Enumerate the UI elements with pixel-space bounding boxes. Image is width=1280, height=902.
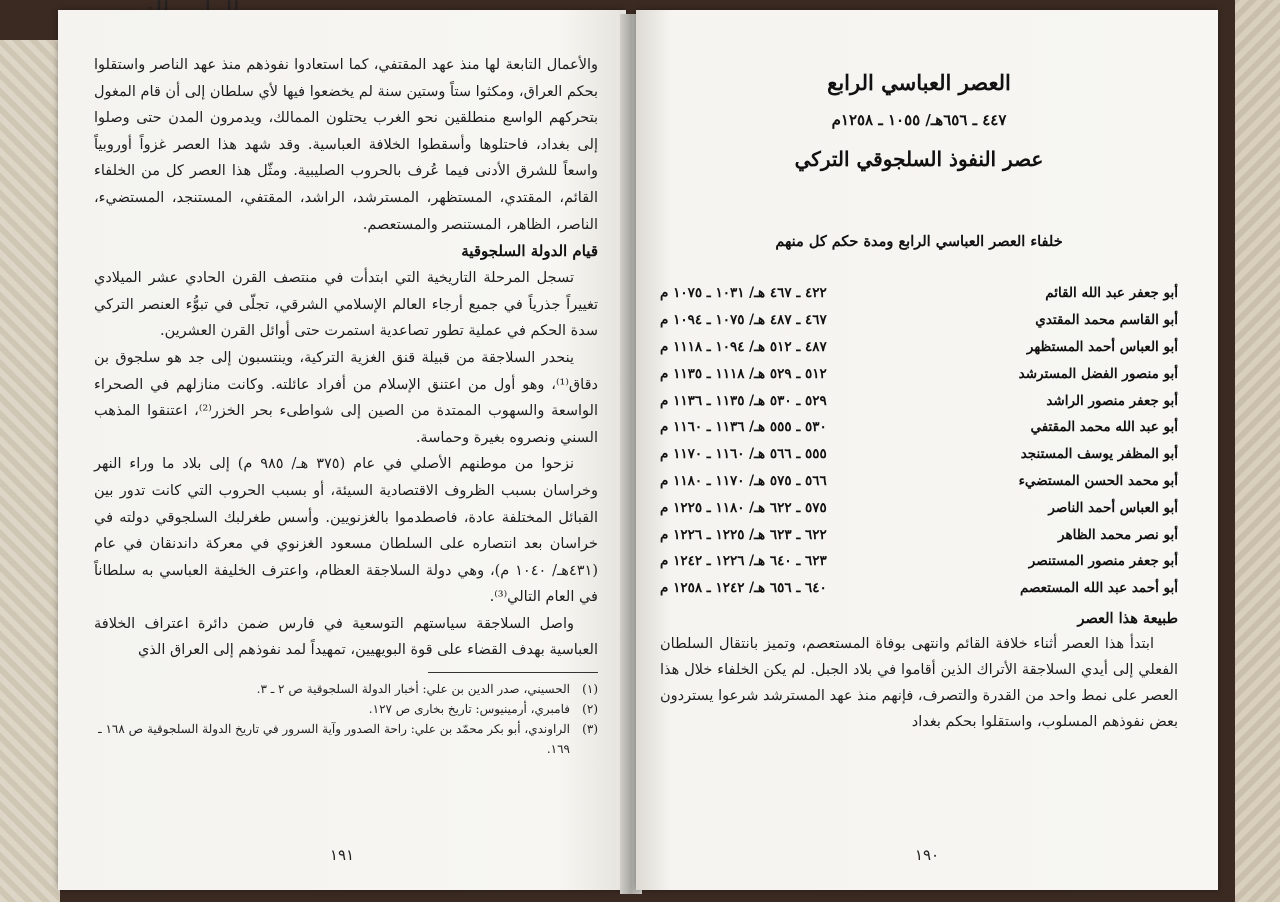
caliph-name: أبو عبد الله محمد المقتفي	[1030, 419, 1178, 436]
chapter-title: العصر العباسي الرابع	[827, 70, 1011, 95]
body-paragraph: تسجل المرحلة التاريخية التي ابتدأت في منتصف القرن الحادي عشر الميلادي تغييراً جذرياً في جميع أرجاء العالم الإسلامي الشرقي، تجلّى في تبوُّء العنصر التركي سدة الحكم في عملية تطور تصاعدية استمرت حتى أوائل القرن العشرين.	[94, 270, 598, 340]
caliph-row	[660, 548, 1178, 575]
book-edge-left	[0, 40, 60, 902]
caliph-name: أبو القاسم محمد المقتدي	[1035, 312, 1178, 329]
caliph-name: أبو جعفر منصور الراشد	[1046, 392, 1178, 409]
caliph-name: أبو المظفر يوسف المستنجد	[1020, 446, 1178, 463]
caliph-row	[660, 414, 1178, 441]
caliph-dates: ٥٥٥ ـ ٥٦٦ هـ/ ١١٦٠ ـ ١١٧٠ م	[660, 446, 827, 463]
caliph-name: أبو منصور الفضل المسترشد	[1018, 365, 1178, 382]
caliph-name: أبو محمد الحسن المستضيء	[1018, 472, 1178, 489]
right-page	[636, 10, 1218, 890]
caliph-row	[660, 441, 1178, 468]
footnotes	[94, 679, 598, 759]
caliph-row	[660, 307, 1178, 334]
footnote	[94, 719, 598, 759]
caliph-dates: ٥٣٠ ـ ٥٥٥ هـ/ ١١٣٦ ـ ١١٦٠ م	[660, 419, 827, 436]
caliph-row	[660, 387, 1178, 414]
footnote	[94, 679, 598, 699]
caliph-row	[660, 360, 1178, 387]
caliph-list	[660, 280, 1178, 602]
caliph-name: أبو العباس أحمد الناصر	[1048, 499, 1178, 516]
caliph-name: أبو جعفر عبد الله القائم	[1045, 285, 1178, 302]
caliph-row	[660, 280, 1178, 307]
left-page	[58, 10, 626, 890]
page-number: ١٩١	[329, 846, 355, 864]
caliph-name: أبو نصر محمد الظاهر	[1058, 526, 1178, 543]
left-intro	[94, 52, 598, 238]
section-heading: طبيعة هذا العصر	[1077, 609, 1178, 627]
section-subheading: قيام الدولة السلجوقية	[461, 242, 598, 261]
footnote-number: (١)	[582, 682, 598, 697]
body-paragraph: ينحدر السلاجقة من قبيلة قنق الغزية التركية، وينتسبون إلى جد هو سلجوق بن دقاق⁽¹⁾، وهو أول من اعتنق الإسلام من أفراد عائلته. وكانت منازلهم في الصحراء الواسعة والسهوب الممتدة من الصين إلى شواطىء بحر الخزر⁽²⁾، اعتنقوا المذهب السني ونصروه بغيرة وحماسة.	[94, 349, 598, 446]
caliph-dates: ٤٨٧ ـ ٥١٢ هـ/ ١٠٩٤ ـ ١١١٨ م	[660, 338, 827, 355]
caliph-dates: ٦٤٠ ـ ٦٥٦ هـ/ ١٢٤٢ ـ ١٢٥٨ م	[660, 580, 827, 597]
caliph-dates: ٦٢٣ ـ ٦٤٠ هـ/ ١٢٢٦ ـ ١٢٤٢ م	[660, 553, 827, 570]
caliph-row	[660, 575, 1178, 602]
footnote-text: فامبري، أرمينيوس: تاريخ بخارى ص ١٢٧.	[368, 702, 570, 717]
caliph-row	[660, 334, 1178, 361]
caliph-dates: ٥٢٩ ـ ٥٣٠ هـ/ ١١٣٥ ـ ١١٣٦ م	[660, 392, 827, 409]
caliph-dates: ٦٢٢ ـ ٦٢٣ هـ/ ١٢٢٥ ـ ١٢٢٦ م	[660, 526, 827, 543]
caliph-dates: ٥١٢ ـ ٥٢٩ هـ/ ١١١٨ ـ ١١٣٥ م	[660, 365, 827, 382]
caliph-dates: ٥٧٥ ـ ٦٢٢ هـ/ ١١٨٠ ـ ١٢٢٥ م	[660, 499, 827, 516]
caliph-name: أبو العباس أحمد المستظهر	[1026, 338, 1178, 355]
caliph-row	[660, 494, 1178, 521]
body-paragraph: نزحوا من موطنهم الأصلي في عام (٣٧٥ هـ/ ٩٨٥ م) إلى بلاد ما وراء النهر وخراسان بسبب الظروف الاقتصادية السيئة، أو بسبب الحروب التي كانت تدور بين القبائل المختلفة عادة، فاصطدموا بالغزنويين. وأسس طغرلبك السلجوقي دولته في خراسان بعد انتصاره على السلطان مسعود الغزنوي في معركة داندنقان في عام (٤٣١هـ/ ١٠٤٠ م)، وهي دولة السلاجقة العظام، واعترف الخليفة العباسي به سلطاناً في العام التالي⁽³⁾.	[94, 456, 598, 606]
caliph-dates: ٤٦٧ ـ ٤٨٧ هـ/ ١٠٧٥ ـ ١٠٩٤ م	[660, 312, 827, 329]
caliph-name: أبو جعفر منصور المستنصر	[1028, 553, 1178, 570]
footnote-text: الراوندي، أبو بكر محمّد بن علي: راحة الصدور وآية السرور في تاريخ الدولة السلجوقية ص ١٦٨ ـ ١٦٩.	[98, 722, 570, 757]
caliph-dates: ٥٦٦ ـ ٥٧٥ هـ/ ١١٧٠ ـ ١١٨٠ م	[660, 472, 827, 489]
book-edge-right	[1235, 0, 1280, 902]
caliph-row	[660, 521, 1178, 548]
caliph-dates: ٤٢٢ ـ ٤٦٧ هـ/ ١٠٣١ ـ ١٠٧٥ م	[660, 285, 827, 302]
caliph-name: أبو أحمد عبد الله المستعصم	[1019, 580, 1178, 597]
footnote-text: الحسيني، صدر الدين بن علي: أخبار الدولة السلجوقية ص ٢ ـ ٣.	[256, 682, 570, 697]
footnote-number: (٢)	[582, 702, 598, 717]
body-paragraph: واصل السلاجقة سياستهم التوسعية في فارس ضمن دائرة اعتراف الخلافة العباسية بهدف القضاء على قوة البويهيين، تمهيداً لمد نفوذهم إلى العراق الذي	[94, 615, 598, 659]
section-paragraph: ابتدأ هذا العصر أثناء خلافة القائم وانتهى بوفاة المستعصم، وتميز بانتقال السلطان الفعلي إلى أيدي السلاجقة الأتراك الذين أقاموا في بلاد الجبل. لم يكن الخلفاء خلال هذا العصر على نمط واحد من القدرة والتصرف، فإنهم منذ عهد المسترشد شرعوا يستردون بعض نفوذهم المسلوب، واستقلوا بحكم بغداد	[660, 635, 1178, 730]
footnote-number: (٣)	[582, 722, 598, 737]
chapter-dates: ٤٤٧ ـ ٦٥٦هـ/ ١٠٥٥ ـ ١٢٥٨م	[831, 111, 1007, 129]
caliph-list-heading: خلفاء العصر العباسي الرابع ومدة حكم كل منهم	[775, 233, 1063, 250]
chapter-subtitle: عصر النفوذ السلجوقي التركي	[794, 147, 1044, 171]
footnote	[94, 699, 598, 719]
caliph-row	[660, 468, 1178, 495]
page-number: ١٩٠	[914, 846, 940, 864]
intro-paragraph: والأعمال التابعة لها منذ عهد المقتفي، كما استعادوا نفوذهم منذ عهد الناصر واستقلوا بحكم العراق، ومكثوا ستاً وستين سنة لم يخضعوا فيها لأي سلطان إلى أن قام المغول بتحركهم الواسع منطلقين نحو الغرب يحتلون الممالك، ويدمرون المدن حتى وصلوا إلى بغداد، فاحتلوها وأسقطوا الخلافة العباسية. وقد شهد هذا العصر غزواً أوروبياً واسعاً للشرق الأدنى فيما عُرف بالحروب الصليبية. ومثّل هذا العصر كل من الخلفاء القائم، المقتدي، المستظهر، المسترشد، الراشد، المقتفي، المستنجد، المستضيء، الناصر، الظاهر، المستنصر والمستعصم.	[94, 57, 598, 233]
footnote-separator	[428, 672, 598, 673]
